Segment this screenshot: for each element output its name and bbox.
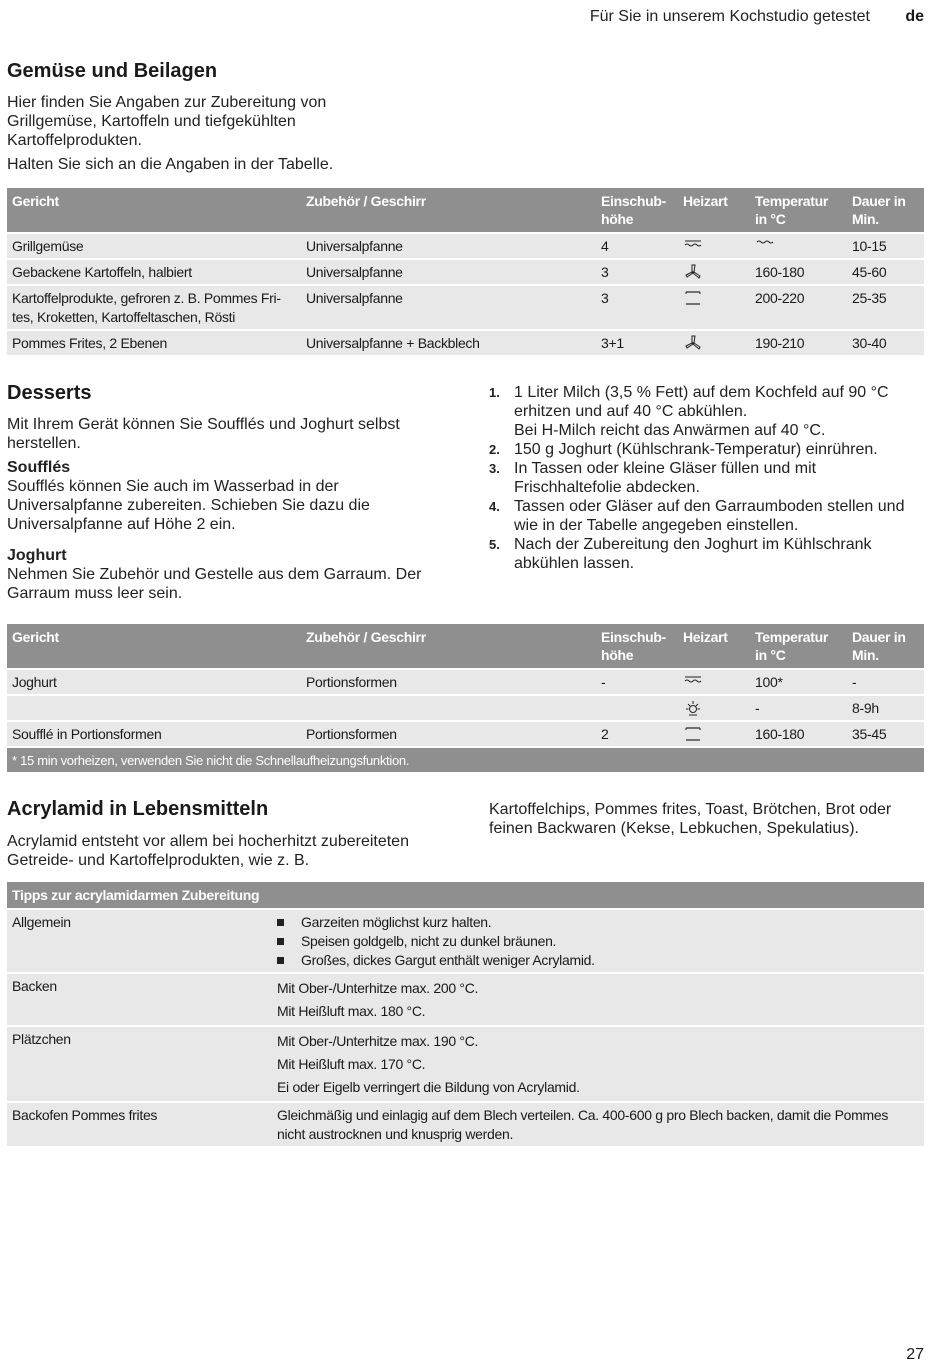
list-item (277, 913, 919, 932)
tips-label: Backen (7, 973, 272, 1026)
tips-table-header: Tipps zur acrylamidarmen Zubereitung (7, 882, 924, 909)
tip-text: Mit Ober-/Unterhitze max. 190 °C. (277, 1033, 479, 1049)
tips-label: Plätzchen (7, 1026, 272, 1102)
cell-temperatur: 160-180 (750, 259, 847, 285)
grill-icon (683, 674, 705, 690)
step-text: 1 Liter Milch (3,5 % Fett) auf dem Kochfeld auf 90 °C erhitzen und auf 40 °C abkühlen. (514, 384, 889, 420)
cell-heizart (678, 233, 750, 259)
table-row (7, 285, 924, 330)
step-text-note: Bei H-Milch reicht das Anwärmen auf 40 °C. (514, 422, 826, 439)
table-row (7, 721, 924, 747)
cell-heizart (678, 669, 750, 695)
cell-gericht: Kartoffelprodukte, gefroren z. B. Pommes Fri-tes, Kroketten, Kartoffeltaschen, Rösti (7, 285, 301, 330)
desserts-text (7, 415, 447, 608)
section-heading-gemuese: Gemüse und Beilagen (7, 60, 218, 82)
tip-text: Mit Heißluft max. 180 °C. (277, 1003, 426, 1019)
table-row (7, 909, 924, 973)
cell-dauer: 35-45 (847, 721, 924, 747)
page-number: 27 (906, 1346, 924, 1363)
page-header-title: Für Sie in unserem Kochstudio getestet (589, 8, 870, 25)
fan-icon (683, 264, 705, 280)
cell-heizart (678, 695, 750, 721)
table-row (7, 259, 924, 285)
cell-dauer: 8-9h (847, 695, 924, 721)
intro-paragraph-2: Halten Sie sich an die Angaben in der Tabelle. (7, 156, 334, 173)
col-header-einschub: Einschub-höhe (596, 624, 678, 669)
list-item (489, 383, 919, 440)
tips-content (272, 973, 924, 1026)
list-item (489, 459, 919, 497)
section-heading-acrylamid: Acrylamid in Lebensmitteln (7, 798, 269, 820)
lamp-icon (683, 700, 705, 716)
table-row (7, 669, 924, 695)
tip-text: Speisen goldgelb, nicht zu dunkel bräunen. (301, 933, 557, 949)
tips-content (272, 909, 924, 973)
cell-heizart (678, 285, 750, 330)
col-header-temperatur: Temperatur in °C (750, 624, 847, 669)
cell-temperatur: 190-210 (750, 330, 847, 355)
cell-zubehoer: Universalpfanne (301, 285, 596, 330)
tip-text: Ei oder Eigelb verringert die Bildung von Acrylamid. (277, 1079, 580, 1095)
cell-einschub: 2 (596, 721, 678, 747)
joghurt-subheading: Joghurt (7, 547, 67, 564)
cell-gericht: Joghurt (7, 669, 301, 695)
table-row (7, 330, 924, 355)
cell-zubehoer: Universalpfanne + Backblech (301, 330, 596, 355)
top-bottom-heat-icon (683, 726, 705, 742)
cell-einschub: - (596, 669, 678, 695)
bullet-square-icon (277, 957, 284, 964)
cell-einschub (596, 695, 678, 721)
list-item (489, 497, 919, 535)
tips-label: Allgemein (7, 909, 272, 973)
joghurt-steps (489, 383, 919, 573)
cell-einschub: 4 (596, 233, 678, 259)
tip-text: Garzeiten möglichst kurz halten. (301, 914, 492, 930)
table-desserts (7, 624, 924, 772)
table-row (7, 1026, 924, 1102)
cell-einschub: 3+1 (596, 330, 678, 355)
cell-zubehoer: Portionsformen (301, 721, 596, 747)
souffle-subheading: Soufflés (7, 459, 71, 476)
acrylamid-text-right: Kartoffelchips, Pommes frites, Toast, Brötchen, Brot oder feinen Backwaren (Kekse, Lebkuchen, Spekulatius). (489, 801, 892, 837)
cell-gericht: Soufflé in Portionsformen (7, 721, 301, 747)
cell-dauer: 45-60 (847, 259, 924, 285)
table-header-row (7, 624, 924, 669)
cell-einschub: 3 (596, 285, 678, 330)
table-header-row (7, 882, 924, 909)
cell-zubehoer: Universalpfanne (301, 233, 596, 259)
acrylamid-text-left: Acrylamid entsteht vor allem bei hocherhitzt zubereiteten Getreide- und Kartoffelprodukten, wie z. B. (7, 833, 409, 869)
col-header-gericht: Gericht (7, 624, 301, 669)
col-header-dauer: Dauer in Min. (847, 188, 924, 233)
tips-label: Backofen Pommes frites (7, 1102, 272, 1146)
table-gemuese (7, 188, 924, 355)
souffle-paragraph: Soufflés können Sie auch im Wasserbad in der Universalpfanne zubereiten. Schieben Sie dazu die Universalpfanne auf Höhe 2 ein. (7, 478, 370, 533)
table-row (7, 1102, 924, 1146)
step-text: In Tassen oder kleine Gläser füllen und mit Frischhaltefolie abdecken. (514, 460, 817, 496)
list-item (489, 440, 919, 459)
table-footnote-row (7, 747, 924, 772)
cell-dauer: - (847, 669, 924, 695)
col-header-heizart: Heizart (678, 624, 750, 669)
col-header-einschub: Einschub-höhe (596, 188, 678, 233)
step-number: 3. (489, 461, 500, 476)
col-header-heizart: Heizart (678, 188, 750, 233)
cell-gericht: Grillgemüse (7, 233, 301, 259)
bullet-square-icon (277, 919, 284, 926)
tip-text: Mit Heißluft max. 170 °C. (277, 1056, 426, 1072)
bullet-square-icon (277, 938, 284, 945)
cell-temperatur (750, 233, 847, 259)
cell-gericht: Gebackene Kartoffeln, halbiert (7, 259, 301, 285)
fan-icon (683, 335, 705, 351)
cell-dauer: 25-35 (847, 285, 924, 330)
table-acrylamid-tips (7, 882, 924, 1146)
grill-level-icon (755, 238, 777, 254)
step-number: 4. (489, 499, 500, 514)
col-header-temperatur: Temperatur in °C (750, 188, 847, 233)
col-header-zubehoer: Zubehör / Geschirr (301, 188, 596, 233)
cell-dauer: 30-40 (847, 330, 924, 355)
list-item (277, 951, 919, 970)
language-code: de (905, 8, 924, 25)
desserts-intro: Mit Ihrem Gerät können Sie Soufflés und Joghurt selbst herstellen. (7, 416, 400, 452)
section-intro-gemuese (7, 93, 367, 179)
table-row (7, 973, 924, 1026)
cell-zubehoer: Portionsformen (301, 669, 596, 695)
col-header-gericht: Gericht (7, 188, 301, 233)
list-item (277, 932, 919, 951)
cell-gericht: Pommes Frites, 2 Ebenen (7, 330, 301, 355)
cell-temperatur: 200-220 (750, 285, 847, 330)
list-item (489, 535, 919, 573)
tip-text: Mit Ober-/Unterhitze max. 200 °C. (277, 980, 479, 996)
tips-content: Gleichmäßig und einlagig auf dem Blech verteilen. Ca. 400-600 g pro Blech backen, damit die Pommes nicht austrocknen und knusprig werden. (272, 1102, 924, 1146)
cell-gericht (7, 695, 301, 721)
col-header-dauer: Dauer in Min. (847, 624, 924, 669)
col-header-zubehoer: Zubehör / Geschirr (301, 624, 596, 669)
top-bottom-heat-icon (683, 290, 705, 306)
cell-heizart (678, 721, 750, 747)
step-number: 5. (489, 537, 500, 552)
step-text: Tassen oder Gläser auf den Garraumboden stellen und wie in der Tabelle angegeben einstellen. (514, 498, 905, 534)
step-text: Nach der Zubereitung den Joghurt im Kühlschrank abkühlen lassen. (514, 536, 872, 572)
cell-zubehoer (301, 695, 596, 721)
cell-temperatur: 100* (750, 669, 847, 695)
intro-paragraph: Hier finden Sie Angaben zur Zubereitung von Grillgemüse, Kartoffeln und tiefgekühlten Kartoffelprodukten. (7, 94, 327, 149)
grill-icon (683, 238, 705, 254)
table-footnote: * 15 min vorheizen, verwenden Sie nicht die Schnellaufheizungsfunktion. (7, 747, 924, 772)
cell-heizart (678, 259, 750, 285)
table-row (7, 695, 924, 721)
step-number: 1. (489, 385, 500, 400)
joghurt-paragraph: Nehmen Sie Zubehör und Gestelle aus dem Garraum. Der Garraum muss leer sein. (7, 566, 422, 602)
cell-einschub: 3 (596, 259, 678, 285)
cell-zubehoer: Universalpfanne (301, 259, 596, 285)
tips-content (272, 1026, 924, 1102)
cell-heizart (678, 330, 750, 355)
tip-text: Großes, dickes Gargut enthält weniger Acrylamid. (301, 952, 595, 968)
table-row (7, 233, 924, 259)
step-text: 150 g Joghurt (Kühlschrank-Temperatur) einrühren. (514, 441, 878, 458)
step-number: 2. (489, 442, 500, 457)
cell-temperatur: 160-180 (750, 721, 847, 747)
table-header-row (7, 188, 924, 233)
section-heading-desserts: Desserts (7, 382, 92, 404)
cell-dauer: 10-15 (847, 233, 924, 259)
cell-temperatur: - (750, 695, 847, 721)
